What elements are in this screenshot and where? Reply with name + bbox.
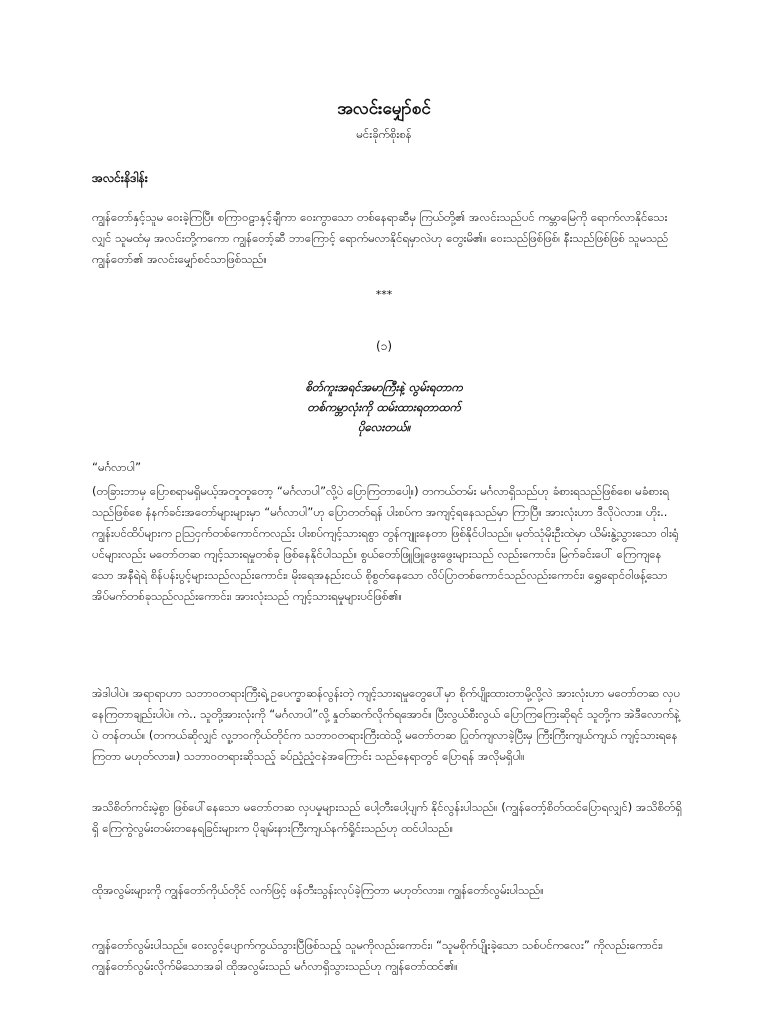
body-paragraph: အဲဒါပါပဲ။ အရာရာဟာ သဘာဝတရားကြီးရဲ့ ဥပေက္ခာဆန်လွန်းတဲ့ ကျင့်သားရမှုတွေပေါ်မှာ စိုက်ပျိုးထားတာမို့လို့လဲ အားလုံးဟာ မတော်တဆ လှပနေကြတာချည်းပါပဲ။ ကဲ.. သူတို့အားလုံးကို “မင်္ဂလာပါ”လို့ နှုတ်ဆက်လိုက်ရအောင်။ ပြီးလွယ်စီးလွယ် ပြောကြကြေးဆိုရင် သူတို့က အဲဒီလောက်နဲ့ပဲ တန်တယ်။ (တကယ်ဆိုလျှင် လူ့ဘဝကိုယ်တိုင်က သဘာဝတရားကြီးထဲသို့ မတော်တဆ ပြုတ်ကျလာခဲ့ပြီးမှ ကြီးကြီးကျယ်ကျယ် ကျင့်သားရနေကြတာ မဟုတ်လား။) သဘာဝတရားဆိုသည့် ခပ်ညံ့ညံ့ငနဲအကြောင်း သည်နေရာတွင် ပြောရန် အလိုမရှိပါ။ [92,686,681,763]
opening-quote: “မင်္ဂလာပါ” [92,460,142,474]
body-paragraph: (တခြားဘာမှ ပြောစရာမရှိမယ့်အတူတူတော့ “မင်္ဂလာပါ”လို့ပဲ ပြောကြတာပေါ့။) တကယ်တမ်း မင်္ဂလာရှိသည်ဟု ခံစားရသည်ဖြစ်စေ၊ မခံစားရသည်ဖြစ်စေ နံနက်ခင်းအတော်များများမှာ “မင်္ဂလာပါ”ဟု ပြောတတ်ရန် ပါးစပ်က အကျင့်ရနေသည်မှာ ကြာပြီ။ အားလုံးဟာ ဒီလိုပဲလား။ ဟိုး.. ကျွန်းပင်ထိပ်များက ဥသြငှက်တစ်ကောင်ကလည်း ပါးစပ်ကျင့်သားရစွာ တွန်ကျူးနေတာ ဖြစ်နိုင်ပါသည်။ မုတ်သုံမိုးဦးထဲမှာ ယိမ်းနွဲ့သွားသော ဝါးရုံပင်များလည်း မတော်တဆ ကျင့်သားရမှုတစ်ခု ဖြစ်နေနိုင်ပါသည်။ စွယ်တော်ဖြူဖြူဖွေးဖွေးများသည် လည်းကောင်း၊ မြက်ခင်းပေါ် ကြေကျနေသော အနီရဲရဲ စိန်ပန်းပွင့်များသည်လည်းကောင်း၊ မိုးရေအနည်းငယ် စိုစွတ်နေသော လိပ်ပြာတစ်ကောင်သည်လည်းကောင်း၊ ရွှေရောင်ဝါဖန့်သော အိပ်မက်တစ်ခုသည်လည်းကောင်း၊ အားလုံးသည် ကျင့်သားရမှုများပင်ဖြစ်၏။ [92,484,679,603]
document-title: အလင်းမျှော်စင် [337,99,431,119]
intro-paragraph: ကျွန်တော်နှင့်သူမ ဝေးခဲ့ကြပြီ။ စကြာဝဠာနှင့်ချီကာ ဝေးကွာသော တစ်နေရာဆီမှ ကြယ်တို့၏ အလင်းသည်ပင် ကမ္ဘာမြေကို ရောက်လာနိုင်သေးလျှင် သူမထံမှ အလင်းတို့ကကော ကျွန်တော့်ဆီ ဘာကြောင့် ရောက်မလာနိုင်ရမှာလဲဟု တွေးမိ၏။ ဝေးသည်ဖြစ်ဖြစ်၊ နီးသည်ဖြစ်ဖြစ် သူမသည် ကျွန်တော်၏ အလင်းမျှော်စင်သာဖြစ်သည်။ [92,210,669,266]
epigraph [0,377,768,437]
epigraph-line: တစ်ကမ္ဘာလုံးကို ထမ်းထားရတာထက် [307,400,461,414]
body-paragraph: အသိစိတ်ကင်းမဲ့စွာ ဖြစ်ပေါ်နေသော မတော်တဆ လှပမှုများသည် ပေါ့တီးပေါ့ပျက် နိုင်လွန်းပါသည်။ (ကျွန်တော့်စိတ်ထင်ပြောရလျှင်) အသိစိတ်ရှိရှိ ကြေကွဲလွမ်းတမ်းတနေရခြင်းများက ပိုချမ်းနားကြီးကျယ်နက်ရှိုင်းသည်ဟု ထင်ပါသည်။ [92,800,682,835]
epigraph-line: စိတ်ကူးအရင်အမာကြီးနဲ့ လွမ်းရတာက [305,380,463,394]
section-heading: အလင်းနိဒါန်း [92,171,148,185]
body-paragraph: ကျွန်တော်လွမ်းပါသည်။ ဝေးလွင့်ပျောက်ကွယ်သွားပြီဖြစ်သည့် သူမကိုလည်းကောင်း၊ “သူမစိုက်ပျိုးခဲ့သော သစ်ပင်ကလေး” ကိုလည်းကောင်း၊ ကျွန်တော်လွမ်းလိုက်မိသောအခါ ထိုအလွမ်းသည် မင်္ဂလာရှိသွားသည်ဟု ကျွန်တော်ထင်၏။ [92,938,663,973]
epigraph-line: ပိုလေးတယ်။ [357,420,411,434]
section-number: (၁) [375,339,393,353]
body-paragraph: ထိုအလွမ်းများကို ကျွန်တော်ကိုယ်တိုင် လက်ဖြင့် ဖန်တီးသွန်းလုပ်ခဲ့ကြတာ မဟုတ်လား။ ကျွန်တော်လွမ်းပါသည်။ [92,883,544,897]
author-name: မင်းခိုက်စိုးစန် [356,127,412,141]
section-separator: *** [375,288,393,301]
